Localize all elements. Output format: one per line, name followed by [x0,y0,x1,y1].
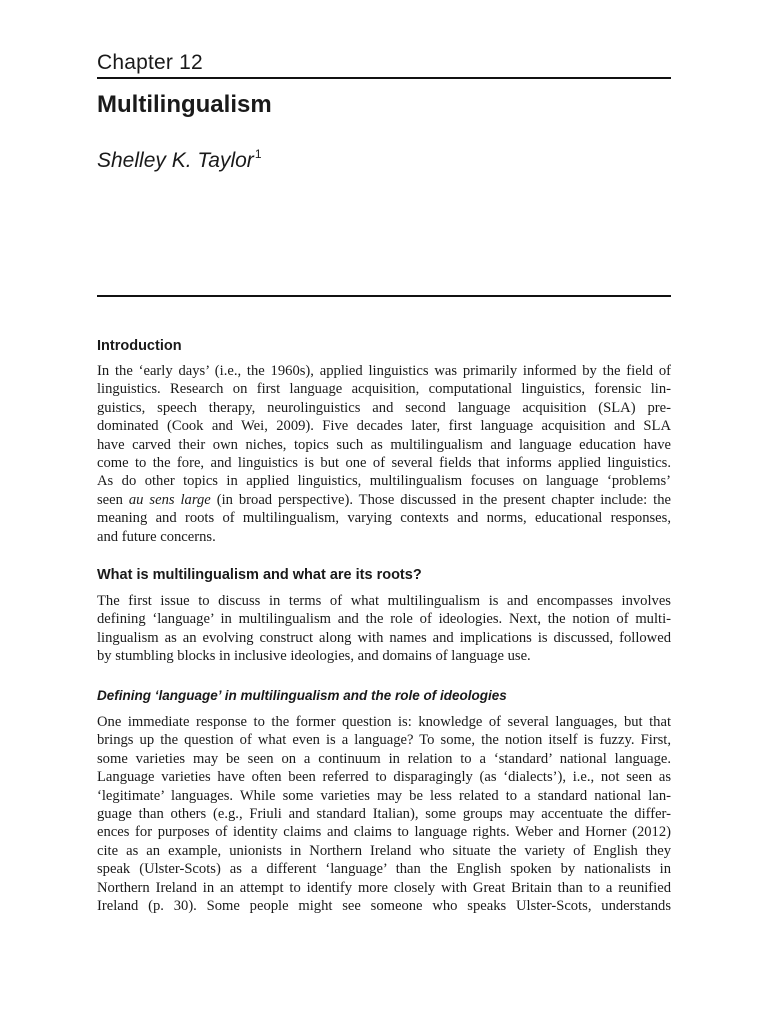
text-line: Ireland (p. 30). Some people might see someone who speaks Ulster-Scots, understands [97,898,671,915]
text-line [97,491,671,509]
text-line: meaning and roots of multilingualism, varying contexts and norms, educational responses, [97,510,671,527]
text-line: The first issue to discuss in terms of what multilingualism is and encompasses involves [97,593,671,609]
section-heading-roots: What is multilingualism and what are its roots? [97,567,422,583]
text-line: come to the fore, and linguistics is but one of several fields that informs applied linguistics. [97,455,671,472]
text-line: guistics, speech therapy, neurolinguistics and second language acquisition (SLA) pre- [97,399,671,416]
top-rule [97,77,671,79]
defining-language-paragraph [97,713,671,915]
text-fragment: seen [97,491,129,508]
text-line: brings up the question of what even is a language? To some, the notion itself is fuzzy. First, [97,732,671,749]
text-line: ‘legitimate’ languages. While some varieties may be less related to a standard national lan- [97,787,671,804]
italic-phrase: au sens large [128,491,211,508]
text-line: lingualism as an evolving construct along with names and implications is discussed, followed [97,629,671,646]
text-line: As do other topics in applied linguistics, multilingualism focuses on language ‘problems’ [97,473,671,490]
text-line: cite as an example, unionists in Northern Ireland who situate the variety of English they [97,842,671,859]
section-heading-introduction: Introduction [97,338,182,354]
text-line: ences for purposes of identity claims and claims to language rights. Weber and Horner (2012) [97,824,671,841]
introduction-paragraph [97,362,671,546]
bottom-rule [97,295,671,297]
chapter-title: Multilingualism [97,91,272,118]
subsection-heading-defining-language: Defining ‘language’ in multilingualism and the role of ideologies [97,688,507,703]
text-line: One immediate response to the former question is: knowledge of several languages, but that [97,714,671,730]
text-line: In the ‘early days’ (i.e., the 1960s), applied linguistics was primarily informed by the field of [97,363,671,379]
text-line: and future concerns. [97,528,216,545]
text-line: linguistics. Research on first language acquisition, computational linguistics, forensic lin- [97,381,671,398]
author-text: Shelley K. Taylor [97,149,254,172]
text-fragment: (in broad perspective). Those discussed in the present chapter include: the [210,491,671,508]
text-line: dominated (Cook and Wei, 2009). Five decades later, first language acquisition and SLA [97,418,671,435]
text-line: some varieties may be seen on a continuum in relation to a ‘standard’ national language. [97,750,671,767]
author-name [97,140,262,175]
text-line: Language varieties have often been referred to disparagingly (as ‘dialects’), i.e., not seen as [97,769,671,786]
roots-paragraph [97,592,671,666]
text-line: have carved their own niches, topics such as multilingualism and language education have [97,436,671,453]
text-line: Northern Ireland in an attempt to identify more closely with Great Britain than to a reunified [97,879,671,896]
text-line: by stumbling blocks in inclusive ideologies, and domains of language use. [97,648,531,665]
author-footnote-marker: 1 [254,147,262,161]
text-line: defining ‘language’ in multilingualism and the role of ideologies. Next, the notion of multi- [97,611,671,628]
chapter-label: Chapter 12 [97,51,203,74]
text-line: guage than others (e.g., Friuli and standard Italian), some groups may accentuate the differ- [97,806,671,823]
book-page [97,0,671,1024]
text-line: speak (Ulster-Scots) as a different ‘language’ than the English spoken by nationalists in [97,861,671,878]
